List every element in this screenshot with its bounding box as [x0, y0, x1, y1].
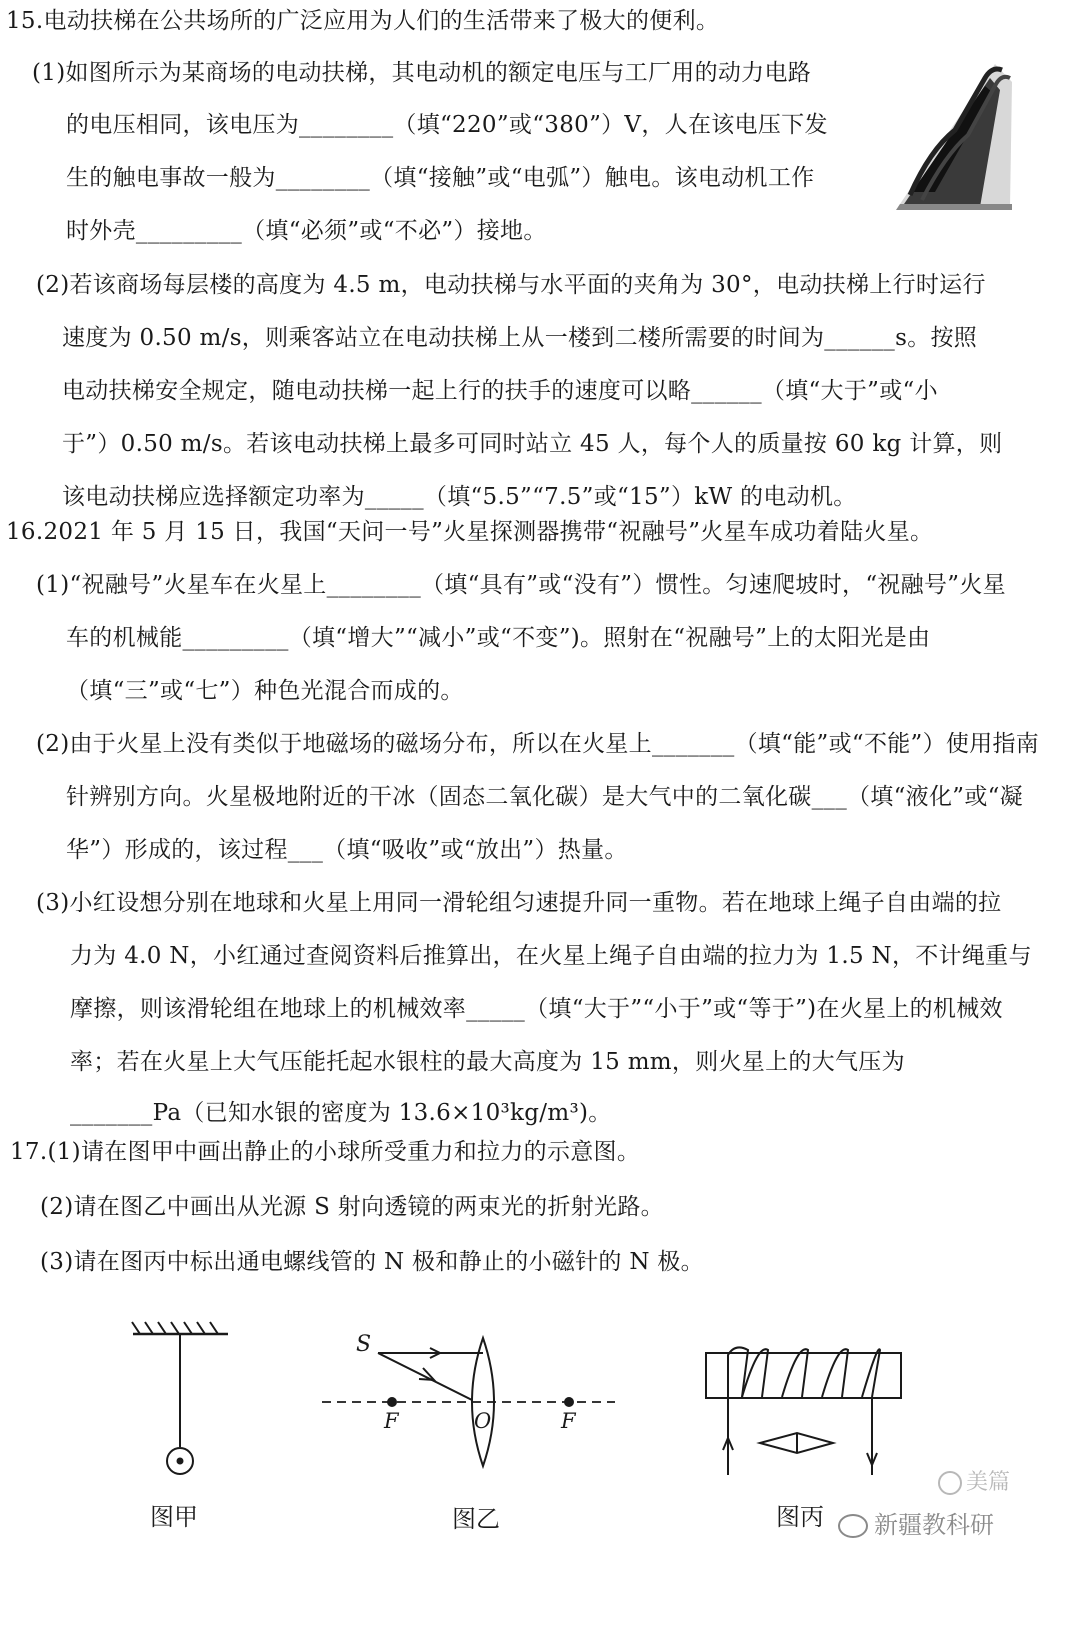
wechat-icon	[838, 1514, 868, 1538]
fig-c-solenoid	[706, 1347, 901, 1475]
q16-p3-line1: (3)小红设想分别在地球和火星上用同一滑轮组匀速提升同一重物。若在地球上绳子自由端的拉	[36, 890, 1002, 916]
label-O: O	[474, 1409, 492, 1433]
q16-title: 16.2021 年 5 月 15 日，我国“天问一号”火星探测器携带“祝融号”火星车成功着陆火星。	[6, 519, 934, 545]
q17-item2: (2)请在图乙中画出从光源 S 射向透镜的两束光的折射光路。	[40, 1194, 664, 1220]
fig-b-caption: 图乙	[452, 1505, 500, 1533]
watermark-account: 新疆教科研	[838, 1505, 994, 1540]
q15-p1-line3: 生的触电事故一般为________（填“接触”或“电弧”）触电。该电动机工作	[66, 165, 815, 191]
q16-p2-line3: 华”）形成的，该过程___（填“吸收”或“放出”）热量。	[66, 837, 628, 863]
q15-p2-line4: 于”）0.50 m/s。若该电动扶梯上最多可同时站立 45 人，每个人的质量按 60 kg 计算，则	[62, 431, 1003, 457]
q17-item3: (3)请在图丙中标出通电螺线管的 N 极和静止的小磁针的 N 极。	[40, 1249, 704, 1275]
q15-p2-line2: 速度为 0.50 m/s，则乘客站立在电动扶梯上从一楼到二楼所需要的时间为______s。按照	[62, 325, 978, 351]
q16-p1-line3: （填“三”或“七”）种色光混合而成的。	[66, 678, 464, 704]
label-F-left: F	[384, 1409, 399, 1433]
q15-p1-line1: (1)如图所示为某商场的电动扶梯，其电动机的额定电压与工厂用的动力电路	[32, 60, 812, 86]
q15-p2-line5: 该电动扶梯应选择额定功率为_____（填“5.5”“7.5”或“15”）kW 的电动机。	[62, 484, 857, 510]
meipian-logo-icon	[938, 1471, 962, 1495]
q16-p2-line1: (2)由于火星上没有类似于地磁场的磁场分布，所以在火星上_______（填“能”或“不能”）使用指南	[36, 731, 1040, 757]
q16-p3-line3: 摩擦，则该滑轮组在地球上的机械效率_____（填“大于”“小于”或“等于”)在火星上的机械效	[70, 996, 1003, 1022]
watermark-meipian: 美篇	[938, 1465, 1010, 1496]
q15-p1-line2: 的电压相同，该电压为________（填“220”或“380”）V，人在该电压下发	[66, 112, 828, 138]
label-F-right: F	[561, 1409, 576, 1433]
fig-a-caption: 图甲	[150, 1503, 198, 1531]
fig-a-pendulum	[132, 1322, 228, 1474]
q16-p2-line2: 针辨别方向。火星极地附近的干冰（固态二氧化碳）是大气中的二氧化碳___（填“液化”或“凝	[66, 784, 1023, 810]
q16-p1-line2: 车的机械能_________（填“增大”“减小”或“不变”)。照射在“祝融号”上的太阳光是由	[66, 625, 931, 651]
q15-p2-line3: 电动扶梯安全规定，随电动扶梯一起上行的扶手的速度可以略______（填“大于”或“小	[62, 378, 938, 404]
q16-p3-line5: _______Pa（已知水银的密度为 13.6×10³kg/m³)。	[70, 1100, 612, 1126]
q16-p3-line2: 力为 4.0 N，小红通过查阅资料后推算出，在火星上绳子自由端的拉力为 1.5 N，不计绳重与	[70, 943, 1032, 969]
q15-p1-line4: 时外壳_________（填“必须”或“不必”）接地。	[66, 218, 547, 244]
q15-title: 15.电动扶梯在公共场所的广泛应用为人们的生活带来了极大的便利。	[6, 8, 720, 34]
q16-p1-line1: (1)“祝融号”火星车在火星上________（填“具有”或“没有”）惯性。匀速爬坡时，“祝融号”火星	[36, 572, 1006, 598]
q16-p3-line4: 率；若在火星上大气压能托起水银柱的最大高度为 15 mm，则火星上的大气压为	[70, 1049, 905, 1075]
label-S: S	[356, 1332, 372, 1357]
fig-c-caption: 图丙	[776, 1503, 824, 1531]
q17-item1: 17.(1)请在图甲中画出静止的小球所受重力和拉力的示意图。	[10, 1139, 641, 1165]
q15-p2-line1: (2)若该商场每层楼的高度为 4.5 m，电动扶梯与水平面的夹角为 30°，电动扶梯上行时运行	[36, 272, 986, 298]
